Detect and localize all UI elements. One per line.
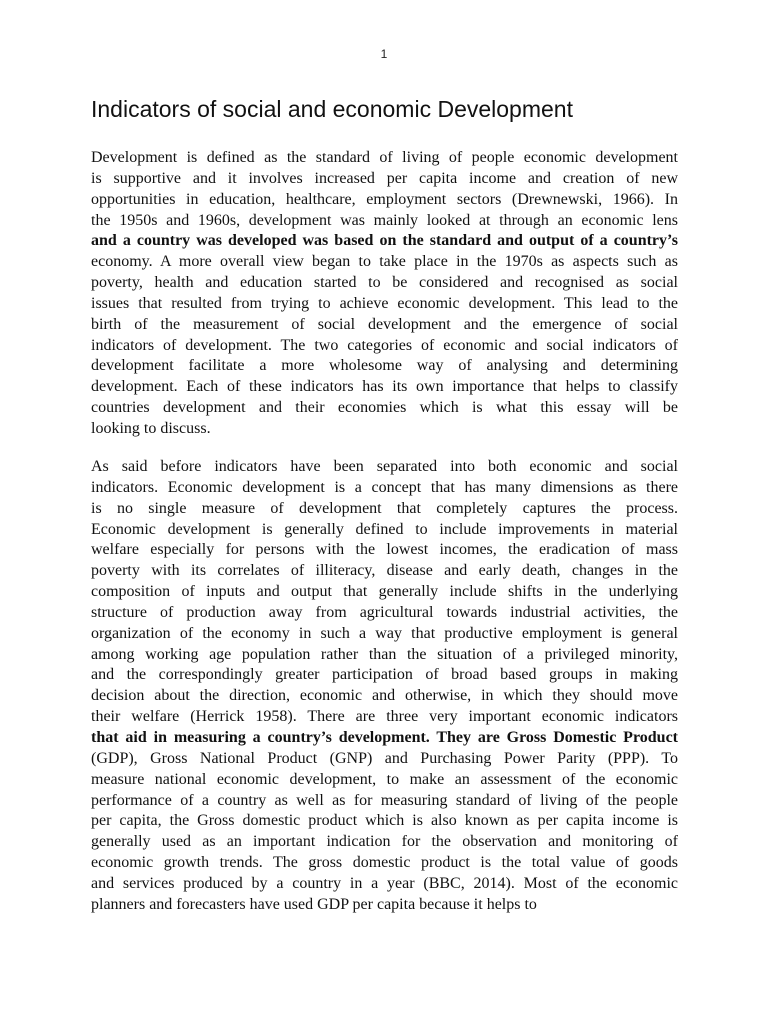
paragraph-economic-indicators [91, 457, 678, 916]
text-line: issues that resulted from trying to achieve economic development. This lead to the [91, 294, 678, 312]
text-line: countries development and their economies which is what this essay will be [91, 399, 678, 417]
text-line: the 1950s and 1960s, development was mainly looked at through an economic lens [91, 211, 678, 229]
text-line: development. Each of these indicators has its own importance that helps to classify [91, 378, 678, 396]
text-line: welfare especially for persons with the lowest incomes, the eradication of mass [91, 541, 678, 559]
text-line: and services produced by a country in a year (BBC, 2014). Most of the economic [91, 874, 678, 892]
text-line: As said before indicators have been separated into both economic and social [91, 458, 678, 475]
text-line: planners and forecasters have used GDP per capita because it helps to [91, 895, 537, 913]
text-line: is supportive and it involves increased per capita income and creation of new [91, 169, 678, 187]
text-line: composition of inputs and output that generally include shifts in the underlying [91, 583, 678, 601]
text-line: birth of the measurement of social development and the emergence of social [91, 315, 678, 333]
text-line: is no single measure of development that completely captures the process. [91, 499, 678, 517]
text-line: performance of a country as well as for measuring standard of living of the people [91, 791, 678, 809]
text-line: indicators. Economic development is a concept that has many dimensions as there [91, 478, 678, 496]
paragraph-intro [91, 148, 678, 440]
text-line: poverty with its correlates of illiteracy, disease and early death, changes in the [91, 562, 678, 580]
text-line: structure of production away from agricultural towards industrial activities, the [91, 603, 678, 621]
text-line: generally used as an important indication for the observation and monitoring of [91, 833, 678, 851]
text-line: development facilitate a more wholesome way of analysing and determining [91, 357, 678, 375]
text-line: among working age population rather than the situation of a privileged minority, [91, 645, 678, 663]
text-line: that aid in measuring a country’s development. They are Gross Domestic Product [91, 728, 678, 746]
text-line: and the correspondingly greater participation of broad based groups in making [91, 666, 678, 684]
text-line: their welfare (Herrick 1958). There are three very important economic indicators [91, 708, 678, 726]
page-title: Indicators of social and economic Development [91, 96, 573, 122]
text-line: poverty, health and education started to be considered and recognised as social [91, 274, 678, 292]
text-line: opportunities in education, healthcare, employment sectors (Drewnewski, 1966). In [91, 190, 678, 208]
text-line: indicators of development. The two categories of economic and social indicators of [91, 336, 678, 354]
text-line: Development is defined as the standard of living of people economic development [91, 149, 678, 166]
text-line: looking to discuss. [91, 419, 211, 437]
text-line: per capita, the Gross domestic product which is also known as per capita income is [91, 812, 678, 830]
text-line: (GDP), Gross National Product (GNP) and Purchasing Power Parity (PPP). To [91, 749, 678, 767]
text-line: organization of the economy in such a way that productive employment is general [91, 624, 678, 642]
text-line: Economic development is generally defined to include improvements in material [91, 520, 678, 538]
text-line: decision about the direction, economic and otherwise, in which they should move [91, 687, 678, 705]
text-line: and a country was developed was based on the standard and output of a country’s [91, 232, 678, 250]
text-line: measure national economic development, to make an assessment of the economic [91, 770, 678, 788]
text-line: economic growth trends. The gross domestic product is the total value of goods [91, 854, 678, 872]
page-number: 1 [380, 47, 388, 61]
text-line: economy. A more overall view began to take place in the 1970s as aspects such as [91, 253, 678, 271]
